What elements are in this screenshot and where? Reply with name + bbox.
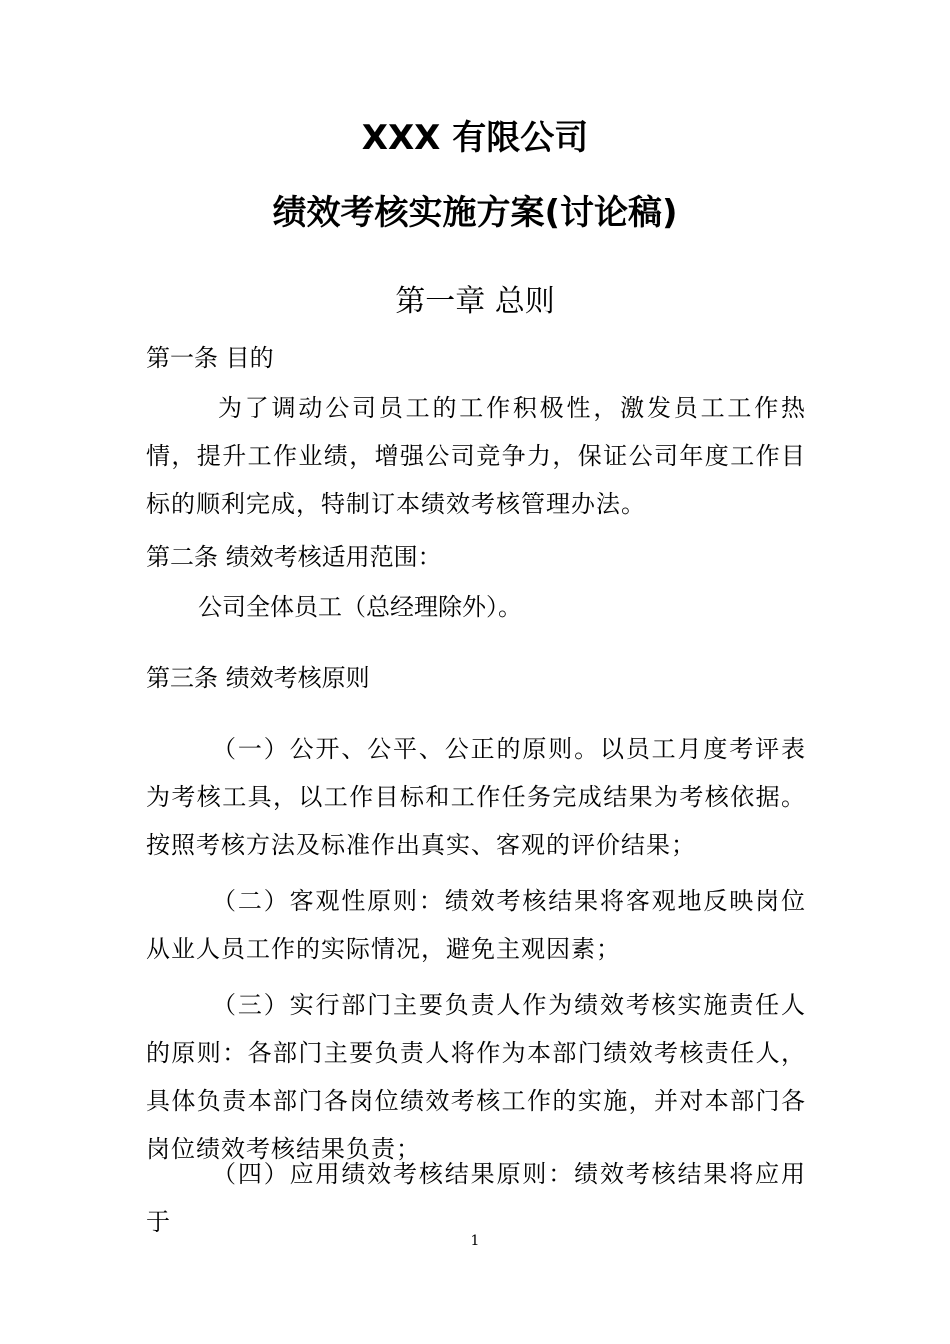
principle-2: （二）客观性原则：绩效考核结果将客观地反映岗位从业人员工作的实际情况，避免主观因素； <box>146 887 806 963</box>
principle-4: （四）应用绩效考核结果原则：绩效考核结果将应用于 <box>146 1160 806 1236</box>
article-2-heading: 第二条 绩效考核适用范围： <box>146 543 442 571</box>
company-title: XXX 有限公司 <box>361 118 589 158</box>
principle-3: （三）实行部门主要负责人作为绩效考核实施责任人的原则：各部门主要负责人将作为本部门绩效考核责任人，具体负责本部门各岗位绩效考核工作的实施，并对本部门各岗位绩效考核结果负责； <box>146 991 806 1163</box>
article-2-text: 公司全体员工（总经理除外）。 <box>198 593 522 621</box>
article-1-text: 为了调动公司员工的工作积极性，激发员工工作热情，提升工作业绩，增强公司竞争力，保证公司年度工作目标的顺利完成，特制订本绩效考核管理办法。 <box>146 394 806 518</box>
article-3-heading: 第三条 绩效考核原则 <box>146 664 370 692</box>
plan-title: 绩效考核实施方案(讨论稿) <box>272 193 678 233</box>
page-number: 1 <box>470 1233 480 1249</box>
principle-1: （一）公开、公平、公正的原则。以员工月度考评表为考核工具，以工作目标和工作任务完成结果为考核依据。按照考核方法及标准作出真实、客观的评价结果； <box>146 735 806 859</box>
chapter-heading: 第一章 总则 <box>395 284 555 319</box>
article-1-heading: 第一条 目的 <box>146 344 274 372</box>
